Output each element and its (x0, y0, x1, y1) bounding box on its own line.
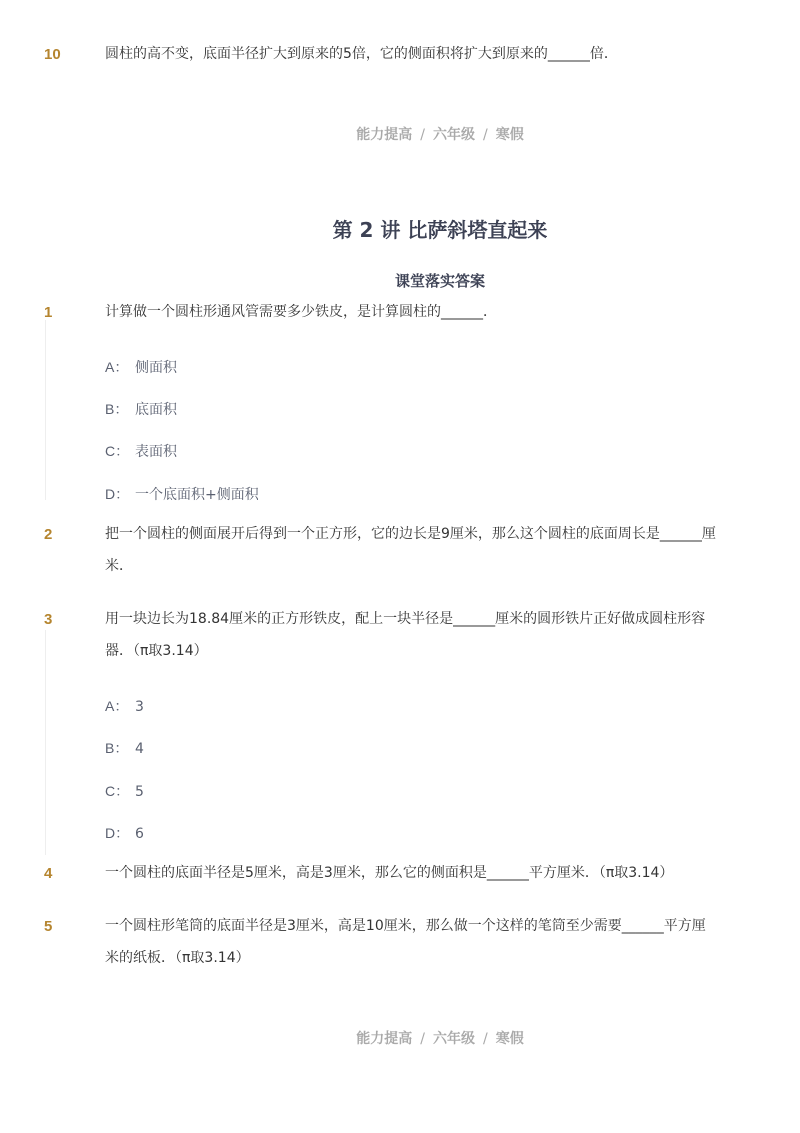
option-text: 侧面积 (135, 360, 177, 376)
option-label: A： (105, 698, 129, 714)
option-text: 4 (135, 741, 144, 757)
question-number: 1 (44, 304, 53, 321)
option-text: 一个底面积+侧面积 (135, 487, 259, 503)
question-number: 10 (44, 46, 61, 63)
option-text: 3 (135, 699, 144, 715)
breadcrumb-separator: / (420, 127, 425, 143)
question-text: 一个圆柱形笔筒的底面半径是3厘米，高是10厘米，那么做一个这样的笔筒至少需要______平方厘米的纸板．（π取3.14） (105, 918, 706, 966)
question-text: 计算做一个圆柱形通风管需要多少铁皮，是计算圆柱的______． (105, 304, 497, 320)
breadcrumb-separator: / (483, 1031, 488, 1047)
option-label: B： (105, 401, 129, 417)
option-c[interactable] (105, 441, 177, 461)
option-text: 6 (135, 826, 144, 842)
breadcrumb-item: 能力提高 (356, 1031, 413, 1047)
question-number: 3 (44, 611, 53, 628)
breadcrumb-item: 六年级 (433, 1031, 475, 1047)
question-number: 2 (44, 526, 53, 543)
question-text: 一个圆柱的底面半径是5厘米，高是3厘米，那么它的侧面积是______平方厘米．（π取3.14） (105, 865, 674, 881)
breadcrumb-item: 六年级 (433, 127, 475, 143)
breadcrumb (0, 1028, 800, 1048)
option-label: D： (105, 825, 130, 841)
option-b[interactable] (105, 738, 144, 758)
breadcrumb-item: 能力提高 (356, 127, 413, 143)
option-c[interactable] (105, 781, 144, 801)
option-a[interactable] (105, 357, 177, 377)
breadcrumb-item: 寒假 (495, 1031, 524, 1047)
divider (45, 630, 46, 855)
option-a[interactable] (105, 696, 144, 716)
breadcrumb-separator: / (483, 127, 488, 143)
option-d[interactable] (105, 823, 144, 843)
question-text: 用一块边长为18.84厘米的正方形铁皮，配上一块半径是______厘米的圆形铁片正好做成圆柱形容器．（π取3.14） (105, 611, 706, 659)
option-label: C： (105, 443, 130, 459)
option-label: A： (105, 359, 129, 375)
option-label: B： (105, 740, 129, 756)
option-b[interactable] (105, 399, 177, 419)
option-text: 底面积 (135, 402, 177, 418)
option-text: 表面积 (135, 444, 177, 460)
option-d[interactable] (105, 484, 259, 504)
divider (45, 320, 46, 500)
option-label: C： (105, 783, 130, 799)
question-text: 圆柱的高不变，底面半径扩大到原来的5倍，它的侧面积将扩大到原来的______倍． (105, 46, 618, 62)
option-label: D： (105, 486, 130, 502)
option-text: 5 (135, 784, 144, 800)
question-text: 把一个圆柱的侧面展开后得到一个正方形，它的边长是9厘米，那么这个圆柱的底面周长是______厘米． (105, 526, 716, 574)
breadcrumb (0, 124, 800, 144)
question-number: 4 (44, 865, 53, 882)
breadcrumb-separator: / (420, 1031, 425, 1047)
question-number: 5 (44, 918, 53, 935)
lesson-title: 第 2 讲 比萨斜塔直起来 (332, 218, 548, 242)
breadcrumb-item: 寒假 (495, 127, 524, 143)
section-title: 课堂落实答案 (394, 272, 485, 290)
